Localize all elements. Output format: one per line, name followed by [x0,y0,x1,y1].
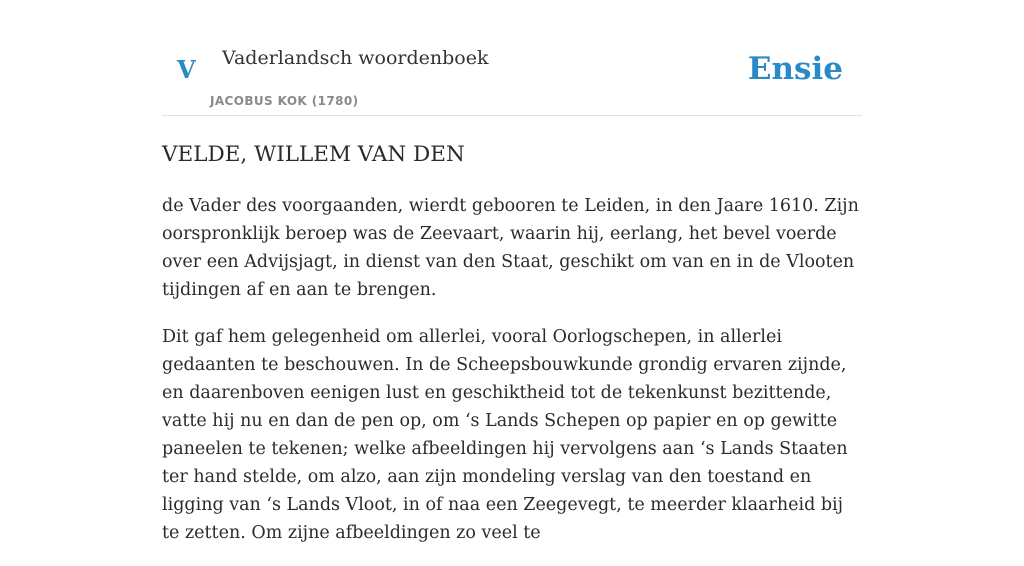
entry-body [162,192,862,566]
brand-logo[interactable]: Ensie [747,51,843,87]
letter-index-link[interactable]: V [177,55,196,84]
entry-paragraph: Dit gaf hem gelegenheid om allerlei, vooral Oorlogschepen, in allerlei gedaanten te beschouwen. In de Scheepsbouwkunde grondig ervaren zijnde, en daarenboven eenigen lust en geschiktheid tot de tekenkunst bezittende, vatte hij nu en dan de pen op, om ‘s Lands Schepen op papier en op gewitte paneelen te tekenen; welke afbeeldingen hij vervolgens aan ‘s Lands Staaten ter hand stelde, om alzo, aan zijn mondeling verslag van den toestand en ligging van ‘s Lands Vloot, in of naa een Zeegevegt, te meerder klaarheid bij te zetten. Om zijne afbeeldingen zo veel te [162,327,848,543]
entry-paragraph: de Vader des voorgaanden, wierdt gebooren te Leiden, in den Jaare 1610. Zijn oorspronklijk beroep was de Zeevaart, waarin hij, eerlang, het bevel voerde over een Advijsjagt, in dienst van den Staat, geschikt om van en in de Vlooten tijdingen af en aan te brengen. [162,196,859,300]
page-content [162,0,862,543]
book-author: JACOBUS KOK (1780) [210,94,359,108]
entry-title: VELDE, WILLEM VAN DEN [162,142,465,167]
header [162,0,862,116]
book-title[interactable]: Vaderlandsch woordenboek [222,47,489,69]
